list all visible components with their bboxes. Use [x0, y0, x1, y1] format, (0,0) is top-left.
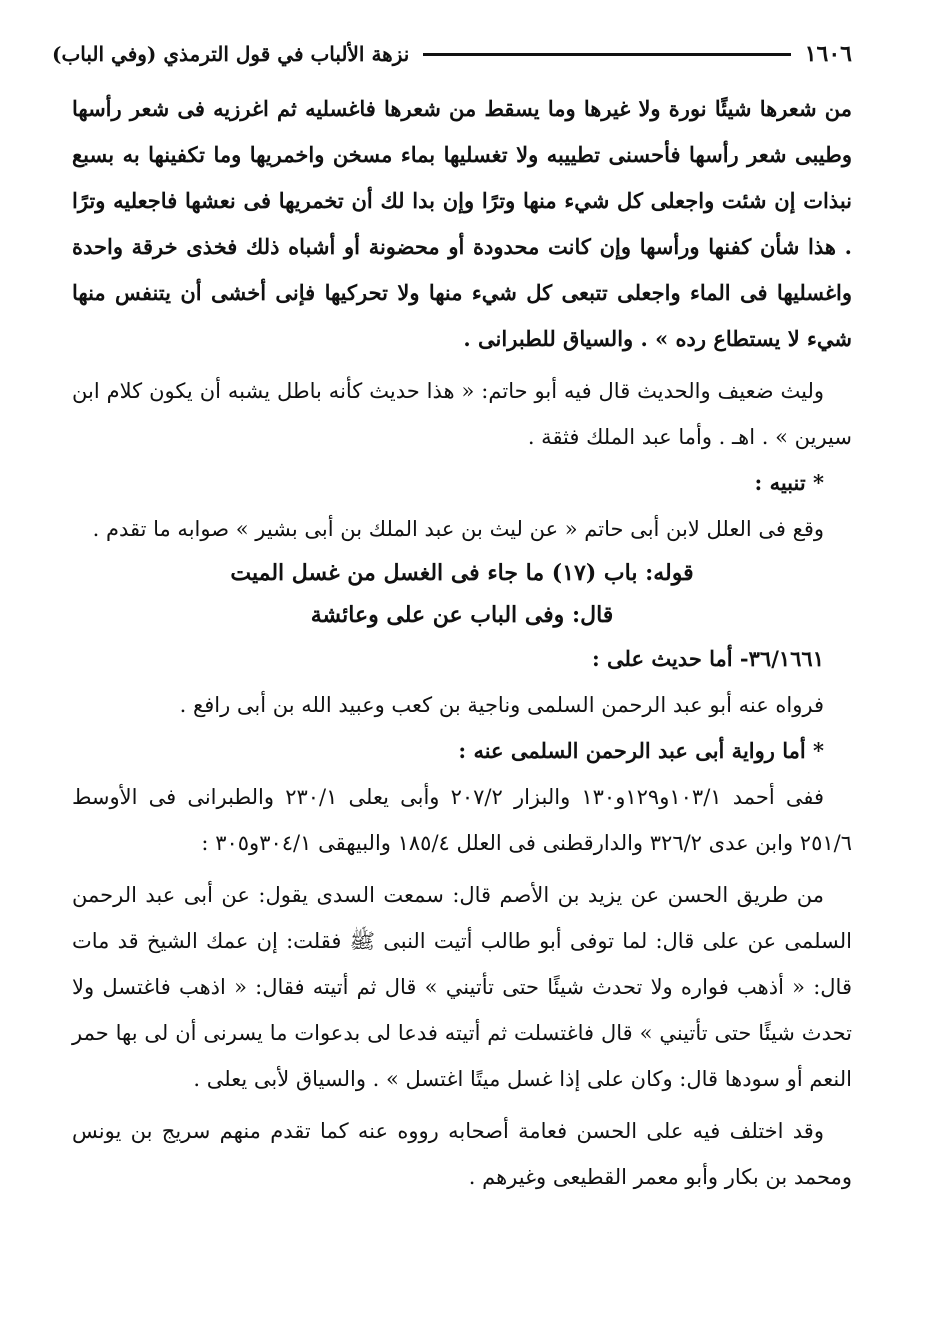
note-heading: * تنبيه : [754, 470, 824, 495]
header-rule [423, 53, 790, 56]
hadith-continuation-paragraph: من شعرها شيئًا نورة ولا غيرها وما يسقط من شعرها فاغسليه ثم اغرزيه فى شعر رأسها وطيبى شعر رأسها فأحسنى تطييبه ولا تغسليها بماء مسخن واخمريها وما تكفينها به بسبع نبذات إن شئت واجعلى كل شيء منها وترًا وإن بدا لك أن تخمريها فى نعشها فاجعليه وترًا . هذا شأن كفنها ورأسها وإن كانت محدودة أو محضونة أو أشباه ذلك فخذى خرقة واحدة واغسليها فى الماء واجعلى تتبعى كل شيء منها ولا تحركيها فإنى أخشى أن يتنفس منها شيء لا يستطاع رده » . والسياق للطبرانى . [72, 96, 852, 351]
chapter-subheading: قال: وفى الباب عن على وعائشة [310, 602, 614, 628]
hadith-number-heading: ٣٦/١٦٦١- أما حديث على : [591, 646, 824, 671]
page-body [72, 86, 852, 1200]
sources-paragraph: ففى أحمد ١٠٣/١و١٢٩و١٣٠ والبزار ٢٠٧/٢ وأبى يعلى ٢٣٠/١ والطبرانى فى الأوسط ٢٥١/٦ وابن عدى ٣٢٦/٢ والدارقطنى فى العلل ١٨٥/٤ والبيهقى ٣٠٤/١و٣٠٥ : [72, 785, 852, 855]
page-number: ١٦٠٦ [804, 41, 852, 67]
chapter-heading: قوله: باب (١٧) ما جاء فى الغسل من غسل الميت [230, 560, 694, 586]
page-header [52, 36, 852, 72]
narrators-paragraph: فرواه عنه أبو عبد الرحمن السلمى وناجية بن كعب وعبيد الله بن أبى رافع . [179, 693, 824, 717]
discrepancy-paragraph: وقد اختلف فيه على الحسن فعامة أصحابه رووه عنه كما تقدم منهم سريج بن يونس ومحمد بن بكار وأبو معمر القطيعى وغيرهم . [72, 1119, 852, 1189]
narrator-assessment-paragraph: وليث ضعيف والحديث قال فيه أبو حاتم: « هذا حديث كأنه باطل يشبه أن يكون كلام ابن سيرين » . اهـ . وأما عبد الملك فثقة . [72, 379, 852, 449]
chain-text-paragraph: من طريق الحسن عن يزيد بن الأصم قال: سمعت السدى يقول: عن أبى عبد الرحمن السلمى عن على قال: لما توفى أبو طالب أتيت النبى ﷺ فقلت: إن عمك الشيخ قد مات قال: « أذهب فواره ولا تحدث شيئًا حتى تأتيني » قال ثم أتيته فقال: « اذهب فاغتسل ولا تحدث شيئًا حتى تأتيني » قال فاغتسلت ثم أتيته فدعا لى بدعوات ما يسرنى أن لى بها حمر النعم أو سودها قال: وكان على إذا غسل ميتًا اغتسل » . والسياق لأبى يعلى . [72, 883, 852, 1091]
narration-section-heading: * أما رواية أبى عبد الرحمن السلمى عنه : [458, 738, 824, 763]
note-paragraph: وقع فى العلل لابن أبى حاتم « عن ليث بن عبد الملك بن أبى بشير » صوابه ما تقدم . [92, 517, 824, 541]
running-title: نزهة الألباب في قول الترمذي (وفي الباب) [52, 42, 410, 66]
